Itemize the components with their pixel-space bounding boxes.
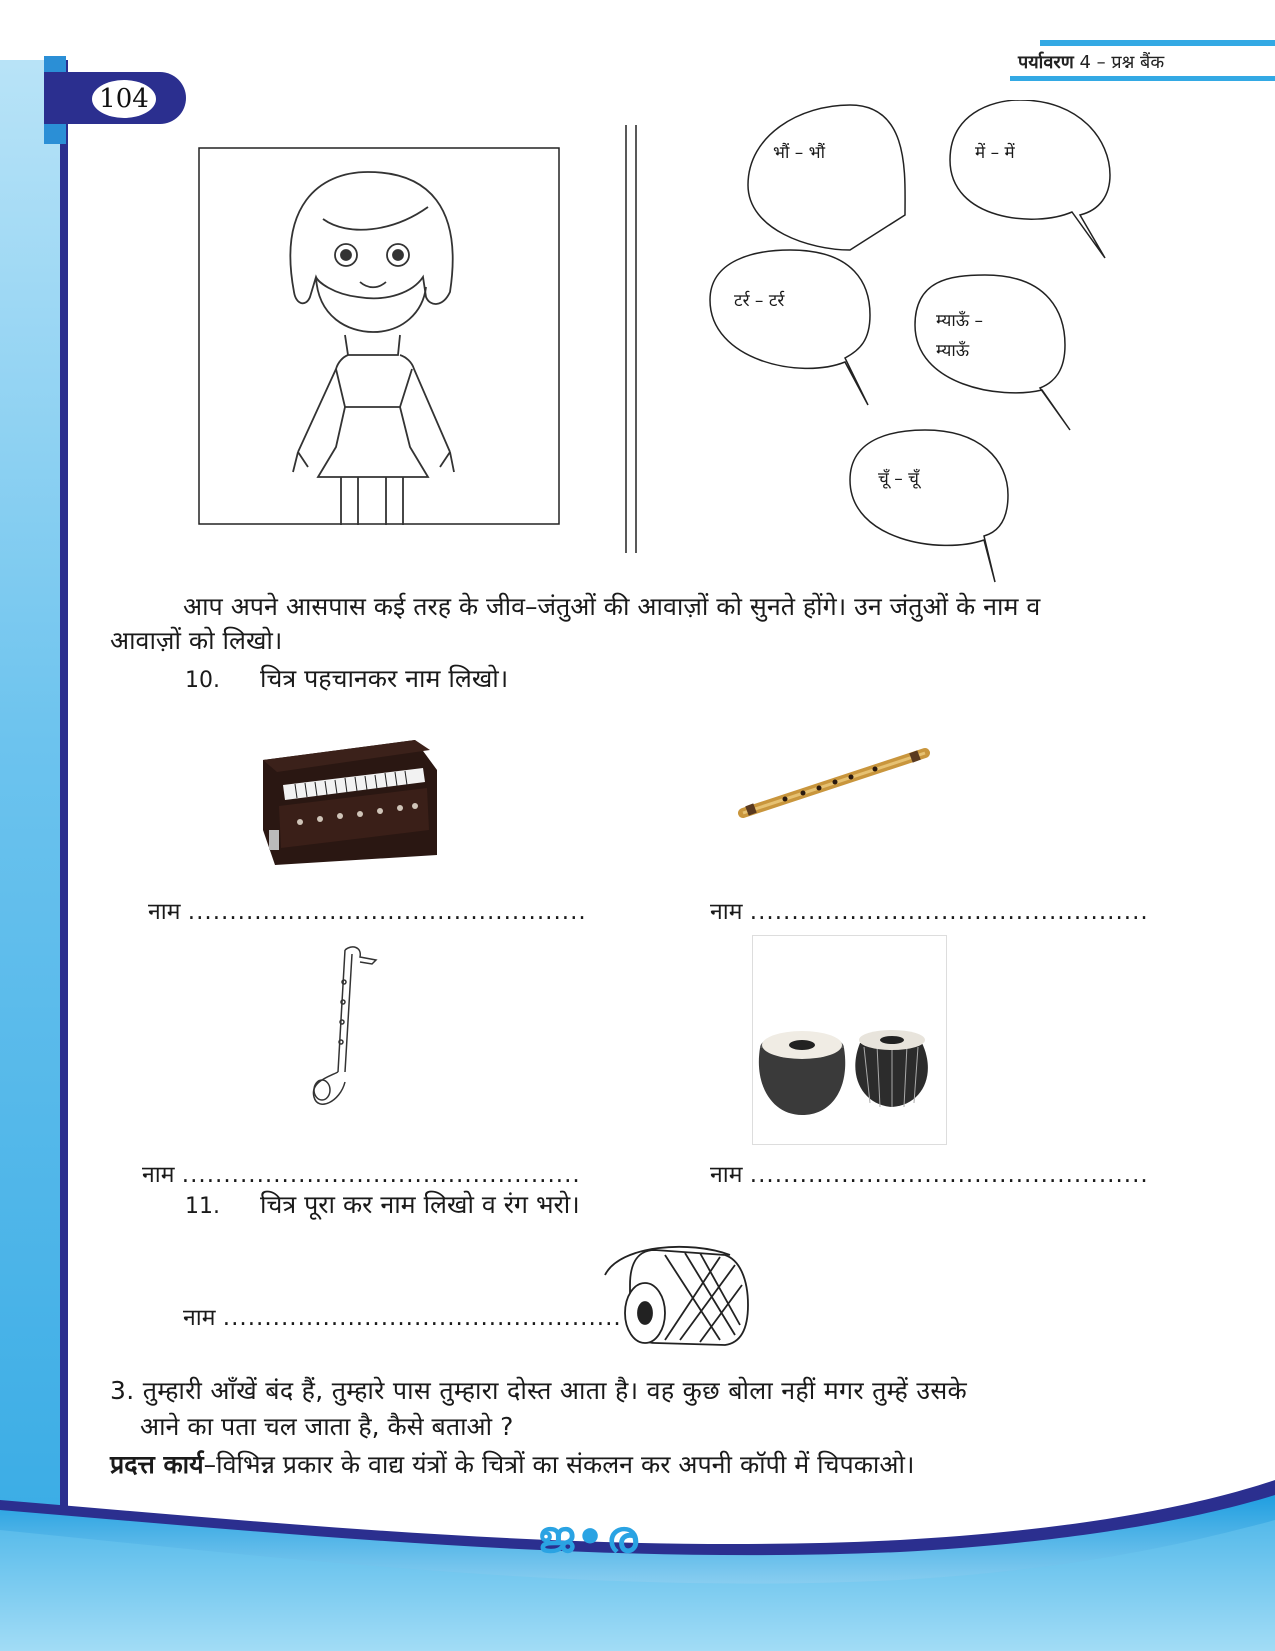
name-field-harmonium[interactable]: नाम ................................................ <box>148 899 587 925</box>
dholak-image <box>600 1235 760 1350</box>
speech-bubbles <box>700 100 1120 590</box>
left-margin-line <box>60 60 68 1530</box>
left-decorative-band <box>0 0 60 1651</box>
tabla-image <box>752 935 947 1145</box>
harmonium-icon <box>263 740 437 865</box>
header-rule-bottom <box>1010 76 1275 81</box>
footer-logo: ജ•ര <box>537 1512 640 1563</box>
clarinet-image <box>300 942 400 1122</box>
bubble-text-mouse: चूँ – चूँ <box>878 469 919 489</box>
q3-line-1: 3. तुम्हारी आँखें बंद हैं, तुम्हारे पास तुम्हारा दोस्त आता है। वह कुछ बोला नहीं मगर तुम्हें उसके <box>110 1376 968 1405</box>
speech-bubble-icon <box>710 250 870 405</box>
flute-icon <box>743 753 925 813</box>
q11-text: चित्र पूरा कर नाम लिखो व रंग भरो। <box>260 1190 580 1219</box>
task-label: प्रदत्त कार्य <box>110 1450 204 1479</box>
bubble-text-cat-1: म्याऊँ – <box>936 311 984 331</box>
top-corner-cutout <box>0 0 60 60</box>
speech-bubble-icon <box>748 105 905 250</box>
q3-line-2: आने का पता चल जाता है, कैसे बताओ ? <box>140 1412 514 1441</box>
bubble-text-frog: टर्र – टर्र <box>734 291 785 311</box>
instruction-line-1: आप अपने आसपास कई तरह के जीव–जंतुओं की आवाज़ों को सुनते होंगे। उन जंतुओं के नाम व <box>183 592 1041 621</box>
page-number: 104 <box>92 80 156 118</box>
dholak-icon <box>605 1247 748 1345</box>
name-field-flute[interactable]: नाम ................................................ <box>710 899 1149 925</box>
flute-image <box>735 745 935 825</box>
harmonium-image <box>255 730 445 870</box>
speech-bubble-icon <box>950 100 1110 258</box>
bubble-text-goat: में – में <box>975 143 1015 163</box>
bubble-text-cat-2: म्याऊँ <box>936 341 970 361</box>
header-rest: 4 – प्रश्न बैंक <box>1079 52 1165 73</box>
q10-text: चित्र पहचानकर नाम लिखो। <box>260 664 509 693</box>
speech-bubble-icon <box>850 430 1008 582</box>
header-subject: पर्यावरण <box>1018 52 1074 73</box>
name-field-tabla[interactable]: नाम ................................................ <box>710 1162 1149 1188</box>
name-field-dholak[interactable]: नाम ................................................ <box>183 1305 622 1331</box>
vertical-divider <box>622 125 642 555</box>
q10-number: 10. <box>185 668 220 693</box>
clarinet-icon <box>313 947 376 1104</box>
header-rule-top <box>1040 40 1275 46</box>
name-field-clarinet[interactable]: नाम ................................................ <box>142 1162 581 1188</box>
girl-drawing-frame <box>198 147 560 525</box>
q11-number: 11. <box>185 1194 220 1219</box>
task-text: –विभिन्न प्रकार के वाद्य यंत्रों के चित्रों का संकलन कर अपनी कॉपी में चिपकाओ। <box>203 1450 915 1479</box>
bubble-text-dog: भौं – भौं <box>773 143 826 163</box>
running-header <box>1018 50 1164 74</box>
instruction-line-2: आवाज़ों को लिखो। <box>110 626 283 655</box>
